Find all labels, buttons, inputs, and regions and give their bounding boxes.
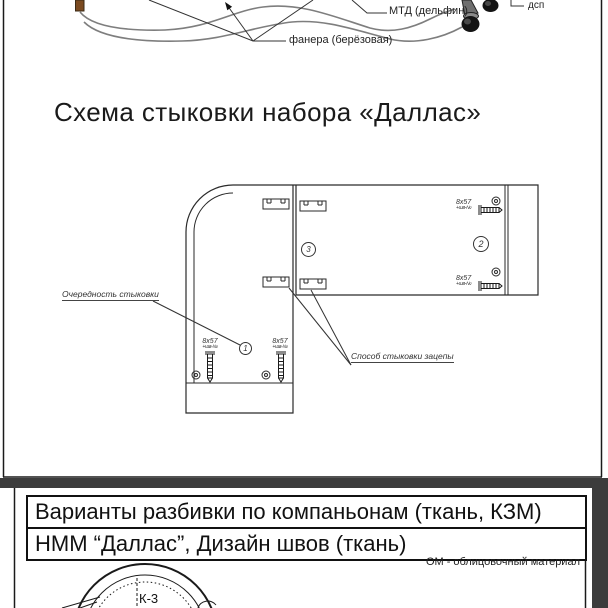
hook-clip-icon xyxy=(300,201,326,211)
cam-lock-icon xyxy=(492,197,500,205)
hook-clip-icon xyxy=(300,279,326,289)
material-note: ОМ - облицовочный материал xyxy=(425,556,580,568)
page-title: Схема стыковки набора «Даллас» xyxy=(54,97,482,127)
cam-lock-icon xyxy=(192,371,200,379)
screw-size-label xyxy=(456,199,471,212)
screw-size: 8x57 xyxy=(202,338,218,345)
screw-size-label xyxy=(456,275,471,288)
title-block-row-1: Варианты разбивки по компаньонам (ткань, КЗМ) xyxy=(28,497,585,529)
hook-clip-icon xyxy=(263,277,289,287)
title-block xyxy=(26,495,587,561)
screw-size: 8x57 xyxy=(456,199,472,206)
sofa-leg-icon xyxy=(483,0,499,12)
screw-size-sub: +шв-№ xyxy=(272,344,288,351)
label-mtd: МТД (дельфин) xyxy=(389,5,468,17)
cam-lock-icon xyxy=(262,371,270,379)
confirmat-screw-icon xyxy=(479,205,502,215)
corner-sofa-outline xyxy=(186,185,538,413)
label-dsp: дсп xyxy=(528,0,545,11)
confirmat-screw-icon xyxy=(479,281,502,291)
label-joining-method: Способ стыковки зацепы xyxy=(351,351,454,361)
label-plywood: фанера (берёзовая) xyxy=(289,34,393,46)
screw-size-label xyxy=(197,338,223,351)
section-number-3: 3 xyxy=(301,242,316,257)
screw-size: 8x57 xyxy=(272,338,288,345)
companion-label-k3: К-3 xyxy=(139,591,159,606)
screw-size-sub: +шв-№ xyxy=(202,344,218,351)
hook-clip-icon xyxy=(263,199,289,209)
cam-lock-icon xyxy=(492,268,500,276)
wood-batten xyxy=(76,0,85,11)
confirmat-screw-icon xyxy=(205,352,215,382)
screw-size-sub: +шв-№ xyxy=(456,205,472,212)
fabric-curve xyxy=(84,21,462,41)
screw-size-sub: +шв-№ xyxy=(456,281,472,288)
label-joining-order: Очередность стыковки xyxy=(62,289,159,299)
page1-frame xyxy=(3,0,602,477)
screw-size-label xyxy=(267,338,293,351)
section-number-1: 1 xyxy=(239,342,252,355)
screw-size: 8x57 xyxy=(456,275,472,282)
confirmat-screw-icon xyxy=(276,352,286,382)
callout-lines xyxy=(153,288,351,365)
title-block-row-2: НММ “Даллас”, Дизайн швов (ткань) xyxy=(35,531,407,556)
arrowhead xyxy=(225,2,232,10)
section-number-2: 2 xyxy=(473,236,489,252)
